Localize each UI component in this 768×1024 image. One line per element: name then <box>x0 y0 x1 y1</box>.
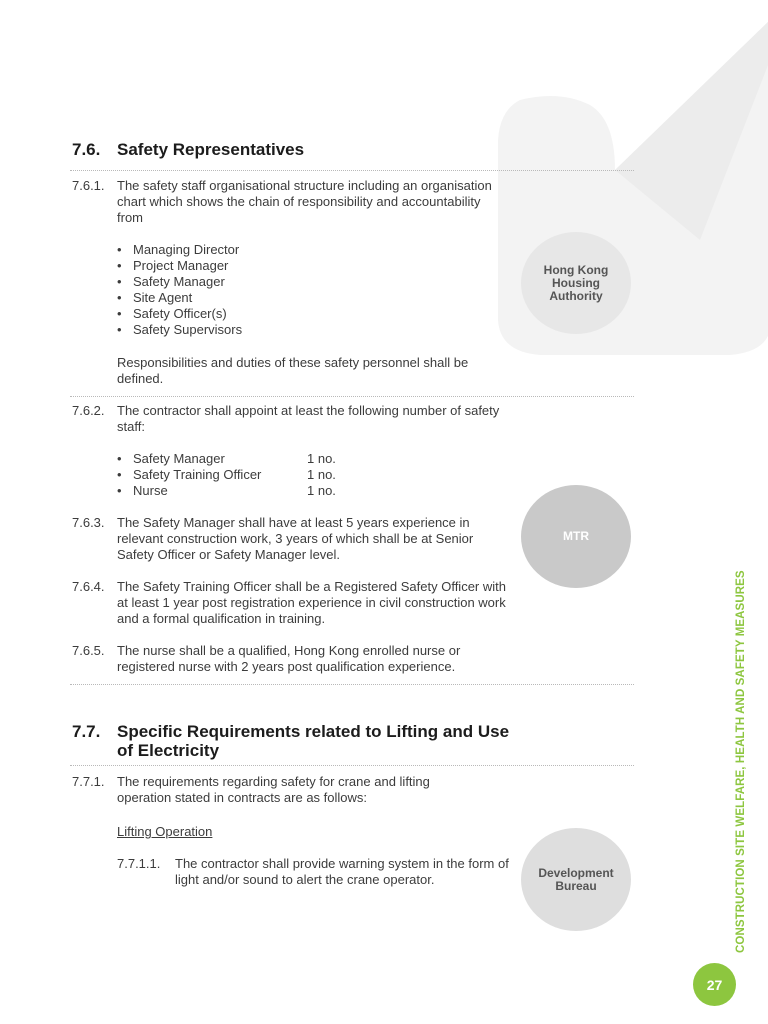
section-title: Safety Representatives <box>117 140 305 159</box>
clause-text: The Safety Manager shall have at least 5 years experience in relevant construction work, 3 years of which shall be at Senior Safety Officer or Safety Manager level. <box>117 515 474 562</box>
divider <box>70 170 634 171</box>
clause-text: The contractor shall appoint at least the following number of safety staff: <box>117 403 500 434</box>
divider <box>70 765 634 766</box>
personnel-list <box>117 242 242 338</box>
clause-text: The nurse shall be a qualified, Hong Kong enrolled nurse or registered nurse with 2 years post qualification experience. <box>117 643 461 674</box>
section-number: 7.7. <box>72 722 101 741</box>
development-bureau-circle: Development Bureau <box>521 828 631 931</box>
clause-text: The safety staff organisational structure including an organisation chart which shows the chain of responsibility and accountability from <box>117 178 492 225</box>
section-title: Specific Requirements related to Lifting and Use of Electricity <box>117 722 510 760</box>
list-item: • Site Agent <box>117 290 242 306</box>
list-item: • Safety Manager 1 no. <box>117 451 377 467</box>
list-item: • Safety Supervisors <box>117 322 242 338</box>
list-item: • Project Manager <box>117 258 242 274</box>
list-item: • Safety Officer(s) <box>117 306 242 322</box>
clause-text: The Safety Training Officer shall be a Registered Safety Officer with at least 1 year post registration experience in civil construction work and a formal qualification in training. <box>117 579 506 626</box>
section-number: 7.6. <box>72 140 101 159</box>
list-item: • Safety Training Officer 1 no. <box>117 467 377 483</box>
clause-text: The contractor shall provide warning system in the form of light and/or sound to alert the crane operator. <box>175 856 509 887</box>
list-item: • Nurse 1 no. <box>117 483 377 499</box>
clause-text: The requirements regarding safety for crane and lifting operation stated in contracts are as follows: <box>117 774 430 805</box>
clause-number: 7.6.3. <box>72 515 105 530</box>
divider <box>70 684 634 685</box>
clause-closing-text: Responsibilities and duties of these safety personnel shall be defined. <box>117 355 469 386</box>
chapter-side-label: CONSTRUCTION SITE WELFARE, HEALTH AND SAFETY MEASURES <box>735 570 747 953</box>
clause-number: 7.7.1. <box>72 774 105 789</box>
staff-count-list <box>117 451 377 499</box>
divider <box>70 396 634 397</box>
list-item: • Managing Director <box>117 242 242 258</box>
subheading-lifting-operation: Lifting Operation <box>117 824 213 839</box>
list-item: • Safety Manager <box>117 274 242 290</box>
mtr-circle: MTR <box>521 485 631 588</box>
page-number-badge: 27 <box>693 963 736 1006</box>
clause-number: 7.6.4. <box>72 579 105 594</box>
clause-number: 7.6.1. <box>72 178 105 193</box>
clause-number: 7.7.1.1. <box>117 856 161 871</box>
hong-kong-housing-authority-circle: Hong Kong Housing Authority <box>521 232 631 334</box>
clause-number: 7.6.2. <box>72 403 105 418</box>
clause-number: 7.6.5. <box>72 643 105 658</box>
